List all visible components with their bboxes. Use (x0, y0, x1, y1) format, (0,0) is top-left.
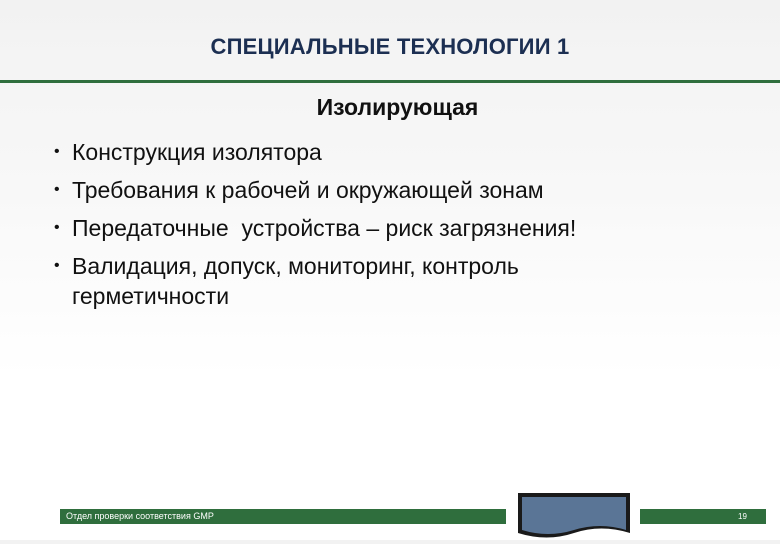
bullet-marker: • (54, 257, 60, 274)
footer-department-label: Отдел проверки соответствия GMP (66, 511, 214, 521)
footer-bar-right (640, 509, 766, 524)
slide-title: СПЕЦИАЛЬНЫЕ ТЕХНОЛОГИИ 1 (210, 34, 570, 59)
bullet-marker: • (54, 181, 60, 198)
bullet-item (52, 171, 752, 209)
bullet-text: Конструкция изолятора (72, 139, 322, 165)
title-divider (0, 80, 780, 83)
page-number: 19 (738, 512, 747, 521)
bullet-item (52, 133, 752, 171)
flag-logo-icon (515, 490, 633, 544)
slide-subtitle: Изолирующая (316, 94, 479, 120)
bullet-text: Валидация, допуск, мониторинг, контроль герметичности (72, 253, 519, 309)
bullet-text: Передаточные устройства – риск загрязнения! (72, 215, 577, 241)
bullet-item (52, 209, 752, 247)
bullet-text: Требования к рабочей и окружающей зонам (72, 177, 544, 203)
bullet-marker: • (54, 143, 60, 160)
bullet-item (52, 247, 752, 315)
bullet-list (52, 133, 752, 315)
bullet-marker: • (54, 219, 60, 236)
